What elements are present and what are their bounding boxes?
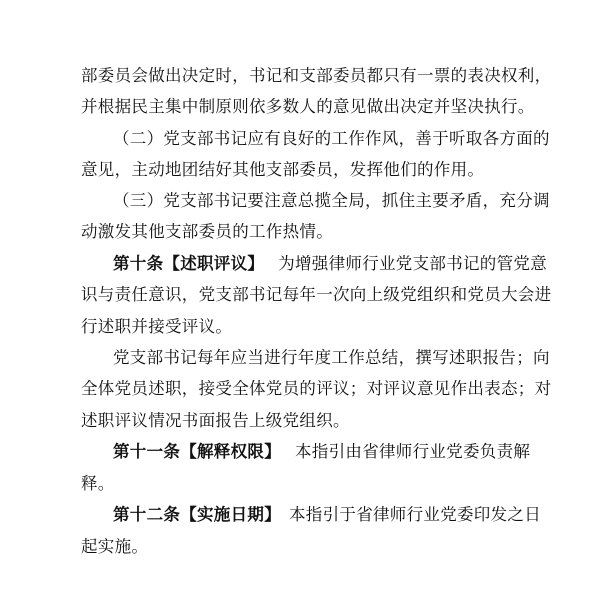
paragraph-line: 部委员会做出决定时，书记和支部委员都只有一票的表决权利， [81,66,552,85]
paragraph-line: 党支部书记每年应当进行年度工作总结，撰写述职报告；向 [113,348,550,367]
article-10-heading: 第十条【述职评议】 [113,254,265,273]
paragraph-line: 起实施。 [81,537,149,556]
article-10-first-line [113,254,548,274]
paragraph-text: 为增强律师行业党支部书记的管党意 [278,254,548,273]
paragraph-line: 意见，主动地团结好其他支部委员，发挥他们的作用。 [81,160,485,179]
paragraph-line: 行述职并接受评议。 [81,317,233,336]
paragraph-line: （三）党支部书记要注意总揽全局，抓住主要矛盾，充分调 [113,191,550,210]
paragraph-line: 并根据民主集中制原则依多数人的意见做出决定并坚决执行。 [81,97,535,116]
article-11-first-line [113,442,543,462]
paragraph-line: 述职评议情况书面报告上级党组织。 [81,411,350,430]
paragraph-line: 释。 [81,474,115,493]
paragraph-line: 识与责任意识，党支部书记每年一次向上级党组织和党员大会进 [81,285,552,304]
paragraph-text: 本指引由省律师行业党委负责解 [295,442,531,461]
paragraph-line: （二）党支部书记应有良好的工作作风，善于听取各方面的 [113,129,550,148]
article-12-first-line [113,505,543,525]
paragraph-text: 本指引于省律师行业党委印发之日 [289,505,541,524]
paragraph-line: 全体党员述职，接受全体党员的评议；对评议意见作出表态；对 [81,379,552,398]
paragraph-line: 动激发其他支部委员的工作热情。 [81,222,333,241]
article-12-heading: 第十二条【实施日期】 [113,505,281,524]
article-11-heading: 第十一条【解释权限】 [113,442,281,461]
